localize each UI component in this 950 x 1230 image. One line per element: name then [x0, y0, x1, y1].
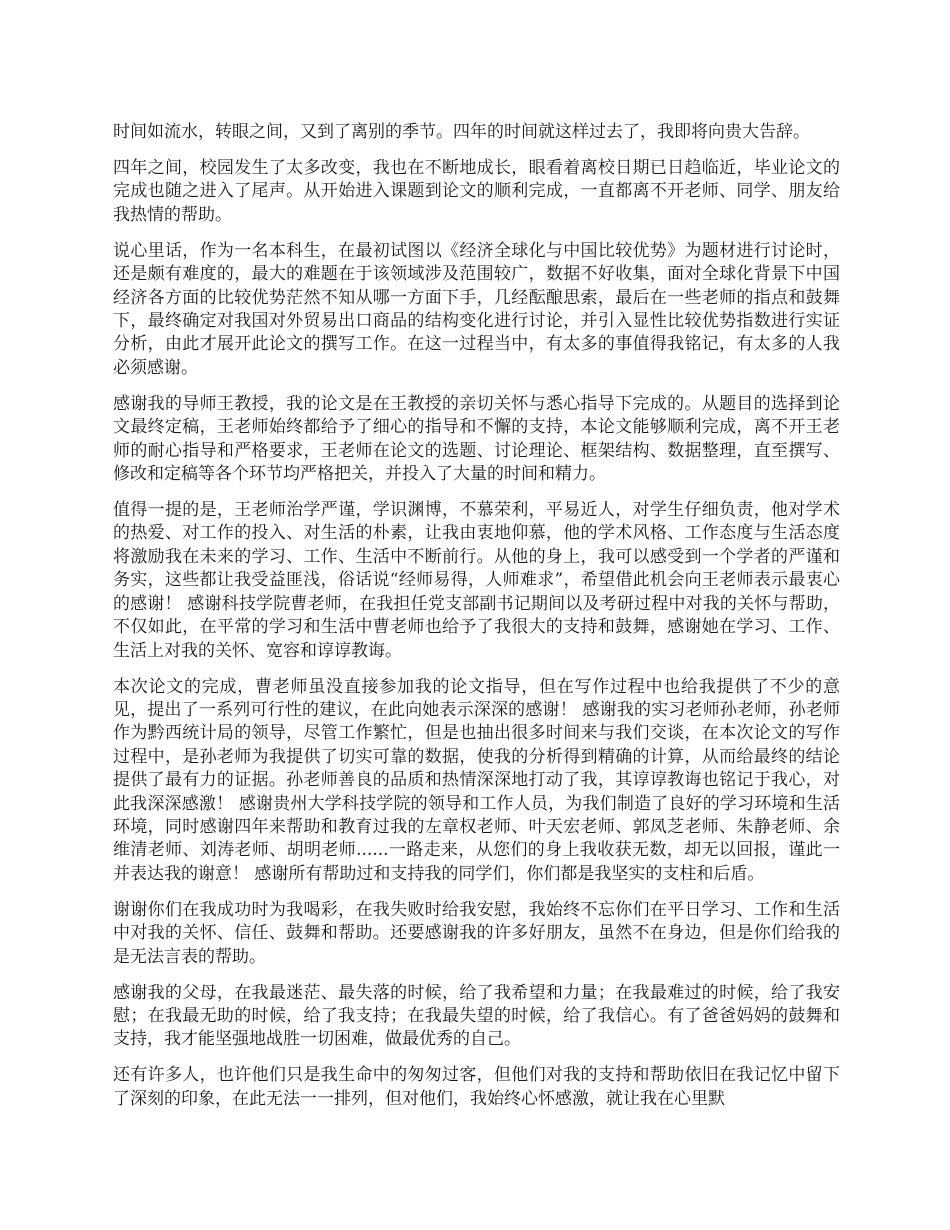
- paragraph-thanks-teachers: 本次论文的完成，曹老师虽没直接参加我的论文指导，但在写作过程中也给我提供了不少的意见，提出了一系列可行性的建议，在此向她表示深深的感谢！ 感谢我的实习老师孙老师，孙老师作为黔西统计局的领导，尽管工作繁忙，但是也抽出很多时间来与我们交谈，在本次论文的写作过程中，是孙老师为我提供了切实可靠的数据，使我的分析得到精确的计算，从而给最终的结论提供了最有力的证据。孙老师善良的品质和热情深深地打动了我，其谆谆教诲也铭记于我心，对此我深深感激！ 感谢贵州大学科技学院的领导和工作人员，为我们制造了良好的学习环境和生活环境，同时感谢四年来帮助和教育过我的左章权老师、叶天宏老师、郭凤芝老师、朱静老师、余维清老师、刘涛老师、胡明老师......一路走来，从您们的身上我收获无数，却无以回报，谨此一并表达我的谢意！ 感谢所有帮助过和支持我的同学们，你们都是我坚实的支柱和后盾。: [113, 676, 840, 884]
- paragraph-farewell: 时间如流水，转眼之间，又到了离别的季节。四年的时间就这样过去了，我即将向贵大告辞。: [113, 122, 810, 142]
- paragraph-thanks-supervisor: 感谢我的导师王教授，我的论文是在王教授的亲切关怀与悉心指导下完成的。从题目的选择到论文最终定稿，王老师始终都给予了细心的指导和不懈的支持，本论文能够顺利完成，离不开王老师的耐心指导和严格要求，王老师在论文的选题、讨论理论、框架结构、数据整理，直至撰写、修改和定稿等各个环节均严格把关，并投入了大量的时间和精力。: [113, 393, 840, 485]
- paragraph-growth: 四年之间，校园发生了太多改变，我也在不断地成长，眼看着离校日期已日趋临近，毕业论文的完成也随之进入了尾声。从开始进入课题到论文的顺利完成，一直都离不开老师、同学、朋友给我热情的帮助。: [113, 158, 840, 225]
- paragraph-thanks-friends: 谢谢你们在我成功时为我喝彩，在我失败时给我安慰，我始终不忘你们在平日学习、工作和生活中对我的关怀、信任、鼓舞和帮助。还要感谢我的许多好朋友，虽然不在身边，但是你们给我的是无法言表的帮助。: [113, 899, 840, 967]
- document-page: [113, 121, 840, 1124]
- paragraph-others: 还有许多人，也许他们只是我生命中的匆匆过客，但他们对我的支持和帮助依旧在我记忆中留下了深刻的印象，在此无法一一排列，但对他们，我始终心怀感激，就让我在心里默: [113, 1065, 840, 1109]
- paragraph-supervisor-character: 值得一提的是，王老师治学严谨，学识渊博，不慕荣利，平易近人，对学生仔细负责，他对学术的热爱、对工作的投入、对生活的朴素，让我由衷地仰慕，他的学术风格、工作态度与生活态度将激励我在未来的学习、工作、生活中不断前行。从他的身上，我可以感受到一个学者的严谨和务实，这些都让我受益匪浅，俗话说“经师易得，人师难求”，希望借此机会向王老师表示最衷心的感谢！ 感谢科技学院曹老师，在我担任党支部副书记期间以及考研过程中对我的关怀与帮助，不仅如此，在平常的学习和生活中曹老师也给予了我很大的支持和鼓舞，感谢她在学习、工作、生活上对我的关怀、宽容和谆谆教诲。: [113, 500, 840, 661]
- paragraph-thanks-parents: 感谢我的父母，在我最迷茫、最失落的时候，给了我希望和力量；在我最难过的时候，给了我安慰；在我最无助的时候，给了我支持；在我最失望的时候，给了我信心。有了爸爸妈妈的鼓舞和支持，我才能坚强地战胜一切困难，做最优秀的自己。: [113, 982, 840, 1050]
- paragraph-topic-selection: 说心里话，作为一名本科生，在最初试图以《经济全球化与中国比较优势》为题材进行讨论时，还是颇有难度的，最大的难题在于该领域涉及范围较广，数据不好收集，面对全球化背景下中国经济各方面的比较优势茫然不知从哪一方面下手，几经酝酿思索，最后在一些老师的指点和鼓舞下，最终确定对我国对外贸易出口商品的结构变化进行讨论，并引入显性比较优势指数进行实证分析，由此才展开此论文的撰写工作。在这一过程当中，有太多的事值得我铭记，有太多的人我必须感谢。: [113, 240, 840, 378]
